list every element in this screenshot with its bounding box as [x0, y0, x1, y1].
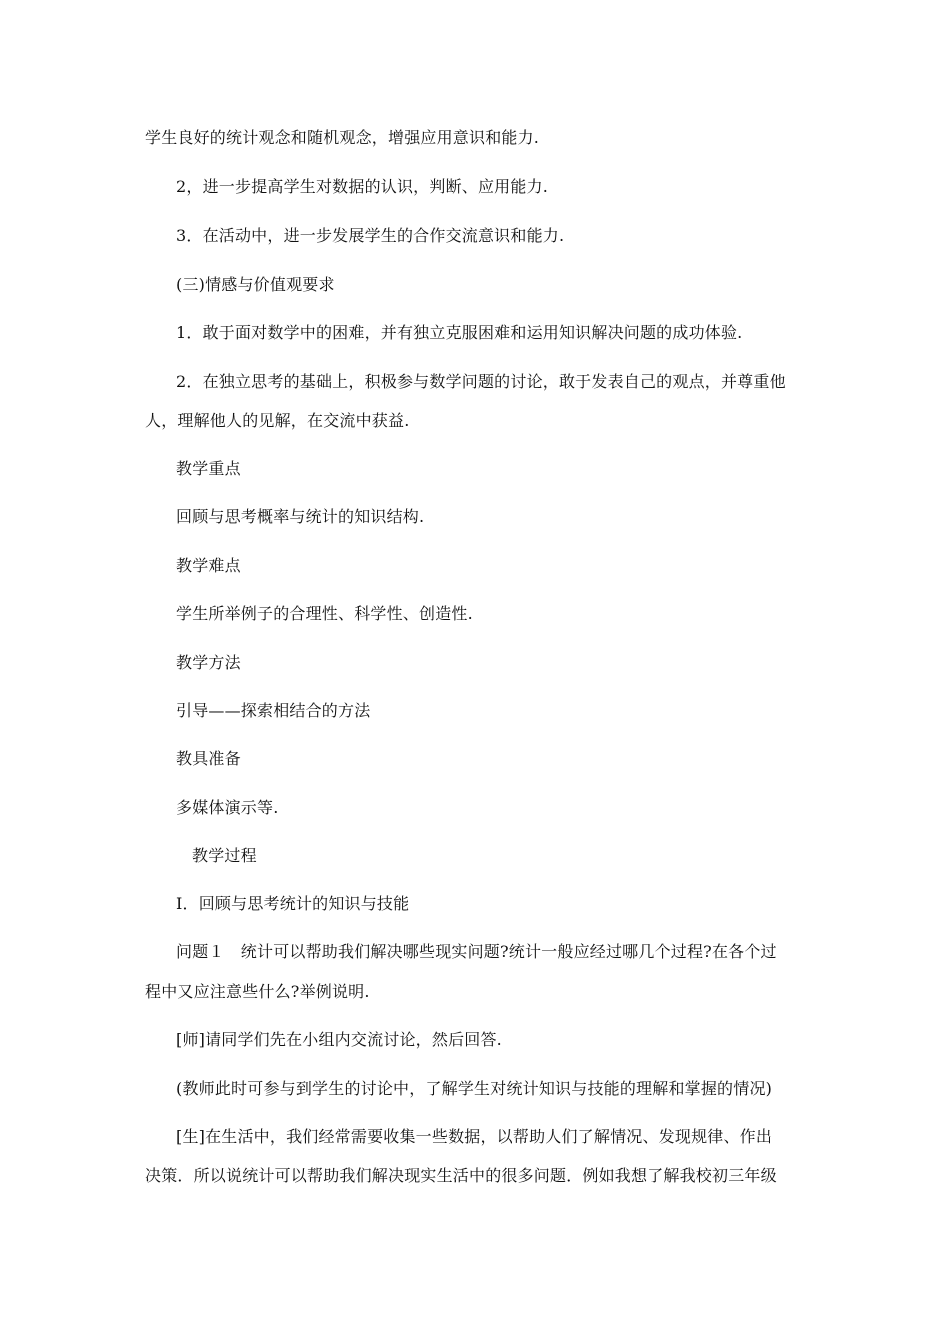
section-heading: 教学过程 [192, 846, 257, 865]
paragraph-line: 多媒体演示等. [176, 798, 279, 817]
paragraph-line: 2．在独立思考的基础上，积极参与数学问题的讨论，敢于发表自己的观点，并尊重他 [176, 372, 786, 391]
paragraph-line: 学生良好的统计观念和随机观念，增强应用意识和能力. [145, 128, 540, 147]
paragraph-line: 学生所举例子的合理性、科学性、创造性. [176, 604, 473, 623]
section-heading: 教学方法 [176, 653, 241, 672]
section-heading: (三)情感与价值观要求 [176, 275, 335, 294]
section-heading: 教具准备 [176, 749, 241, 768]
section-heading: Ⅰ．回顾与思考统计的知识与技能 [176, 894, 410, 913]
paragraph-line: 人，理解他人的见解，在交流中获益. [145, 411, 410, 430]
paragraph-line: 程中又应注意些什么?举例说明. [145, 982, 370, 1001]
paragraph-line: 1．敢于面对数学中的困难，并有独立克服困难和运用知识解决问题的成功体验. [176, 323, 743, 342]
section-heading: 教学难点 [176, 556, 241, 575]
paragraph-line: (教师此时可参与到学生的讨论中，了解学生对统计知识与技能的理解和掌握的情况) [176, 1079, 773, 1098]
paragraph-line: 问题１ 统计可以帮助我们解决哪些现实问题?统计一般应经过哪几个过程?在各个过 [176, 942, 777, 961]
section-heading: 教学重点 [176, 459, 241, 478]
paragraph-line: 3．在活动中，进一步发展学生的合作交流意识和能力. [176, 226, 565, 245]
paragraph-line: 2，进一步提高学生对数据的认识，判断、应用能力. [176, 177, 549, 196]
paragraph-line: 回顾与思考概率与统计的知识结构. [176, 507, 425, 526]
paragraph-line: 决策．所以说统计可以帮助我们解决现实生活中的很多问题．例如我想了解我校初三年级 [145, 1166, 777, 1185]
paragraph-line: [生]在生活中，我们经常需要收集一些数据，以帮助人们了解情况、发现规律、作出 [176, 1127, 773, 1146]
paragraph-line: 引导——探索相结合的方法 [176, 701, 371, 720]
paragraph-line: [师]请同学们先在小组内交流讨论，然后回答. [176, 1030, 502, 1049]
